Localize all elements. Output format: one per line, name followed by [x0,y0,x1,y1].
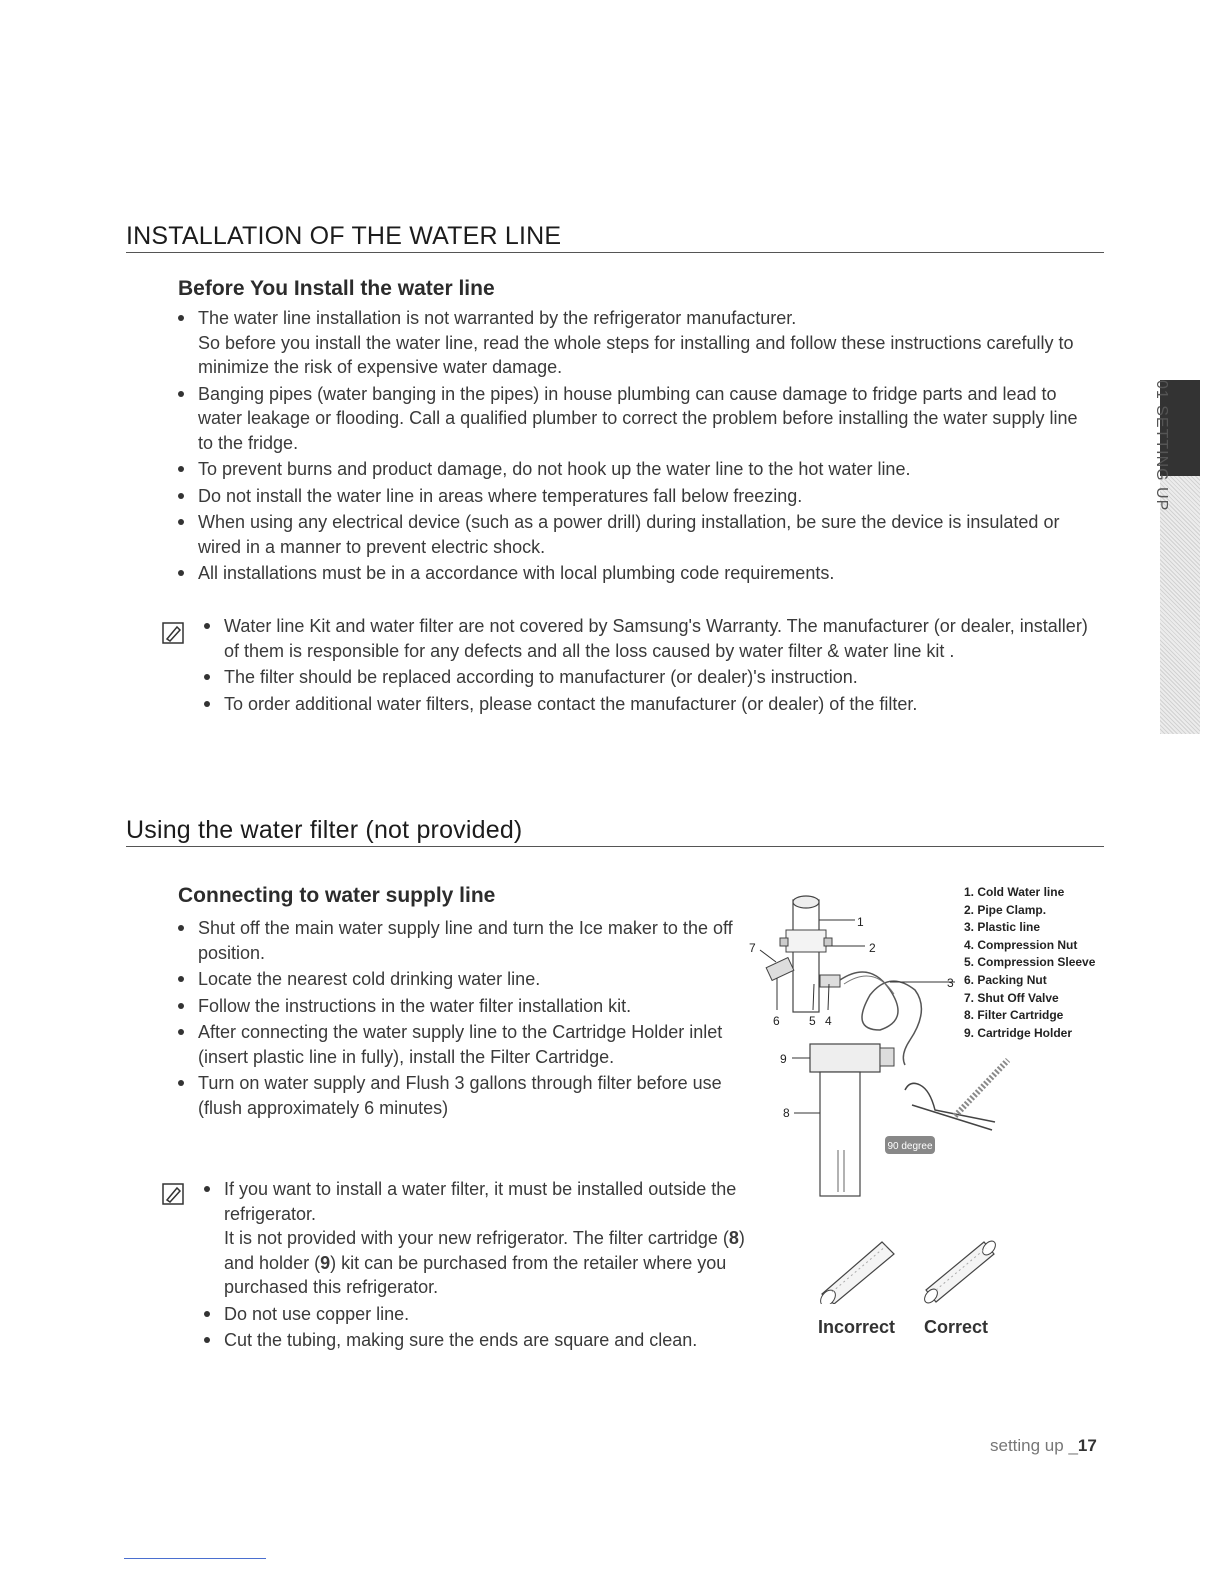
note-text: To order additional water filters, please contact the manufacturer (or dealer) of the filter. [224,693,918,714]
list-item [176,306,1086,380]
legend-item: 7. Shut Off Valve [964,990,1059,1005]
diagram-legend [964,884,1095,1042]
list-item [202,1177,774,1300]
list-item [176,967,742,992]
note-icon [162,1183,184,1205]
list-item [202,692,1102,717]
footer-line [124,1558,266,1559]
bullet-text-continued: So before you install the water line, read the whole steps for installing and follow these instructions carefully to minimize the risk of expensive water damage. [198,332,1074,377]
callout-1: 1 [857,915,864,929]
note-text-continued: It is not provided with your new refrigerator. The filter cartridge (8) and holder (9) kit can be purchased from the retailer where you purchased this refrigerator. [224,1228,745,1297]
caption-correct: Correct [924,1317,989,1337]
legend-item: 1. Cold Water line [964,885,1065,899]
callout-7: 7 [749,941,756,955]
bullet-text: Banging pipes (water banging in the pipes) in house plumbing can cause damage to fridge parts and lead to water leakage or flooding. Call a qualified plumber to correct the problem before installing the water supply line to the fridge. [198,383,1078,453]
bullet-text: Locate the nearest cold drinking water line. [198,969,541,989]
note-text: The filter should be replaced according to manufacturer (or dealer)'s instruction. [224,667,858,687]
page-footer [990,1436,1097,1456]
list-item [202,614,1102,663]
list-item [176,994,742,1019]
bullet-text: When using any electrical device (such as a power drill) during installation, be sure the device is insulated or wired in a manner to prevent electric shock. [198,512,1060,557]
footer-text: setting up _ [990,1436,1078,1455]
list-item [176,561,1086,586]
subtitle-before-install: Before You Install the water line [178,277,495,300]
note-list-warranty [202,614,1102,718]
list-item [176,382,1086,456]
tube-incorrect-illustration [812,1234,898,1304]
note-text: Do not use copper line. [224,1303,410,1324]
page-number: 17 [1077,1436,1097,1455]
list-item [176,457,1086,482]
bullet-text: After connecting the water supply line to the Cartridge Holder inlet (insert plastic line in fully), install the Filter Cartridge. [198,1022,723,1067]
bullet-text: Shut off the main water supply line and turn the Ice maker to the off position. [198,918,733,963]
list-item [202,665,1102,690]
legend-item: 8. Filter Cartridge [964,1008,1064,1023]
list-item [176,1071,742,1120]
bullet-text: Do not install the water line in areas where temperatures fall below freezing. [198,485,803,506]
bullet-text: Follow the instructions in the water filter installation kit. [198,995,632,1016]
callout-9: 9 [780,1052,787,1066]
bullet-text: The water line installation is not warranted by the refrigerator manufacturer. [198,308,797,328]
list-item [176,484,1086,509]
section-title-installation: INSTALLATION OF THE WATER LINE [126,222,1104,253]
note-text: Water line Kit and water filter are not covered by Samsung's Warranty. The manufacturer (or dealer, installer) of them is responsible for any defects and all the loss caused by water filter & water line kit . [224,616,1088,661]
callout-4: 4 [825,1014,832,1028]
callout-2: 2 [869,941,876,955]
list-item [202,1302,774,1327]
note-list-filter [202,1177,774,1355]
note-text: If you want to install a water filter, it must be installed outside the refrigerator. [224,1179,737,1224]
legend-item: 4. Compression Nut [964,937,1078,952]
angle-label: 90 degree [887,1141,933,1152]
before-install-list [176,306,1086,588]
legend-item: 6. Packing Nut [964,972,1047,987]
caption-incorrect: Incorrect [818,1317,896,1337]
list-item [176,916,742,965]
legend-item: 2. Pipe Clamp. [964,902,1047,917]
connecting-list [176,916,742,1122]
bullet-text: To prevent burns and product damage, do not hook up the water line to the hot water line. [198,459,911,479]
legend-item: 3. Plastic line [964,920,1041,935]
callout-5: 5 [809,1014,816,1028]
bullet-text: Turn on water supply and Flush 3 gallons through filter before use (flush approximately 6 minutes) [198,1073,722,1118]
legend-item: 9. Cartridge Holder [964,1025,1073,1040]
subtitle-connecting: Connecting to water supply line [178,884,496,907]
note-text: Cut the tubing, making sure the ends are square and clean. [224,1330,698,1350]
legend-item: 5. Compression Sleeve [964,955,1096,970]
callout-6: 6 [773,1014,780,1028]
section-title-water-filter: Using the water filter (not provided) [126,816,1104,847]
callout-8: 8 [783,1106,790,1120]
side-tab-label: 01 SETTING UP [1153,380,1170,512]
callout-3: 3 [947,976,954,990]
tube-correct-illustration [916,1234,1002,1304]
note-icon [162,622,184,644]
list-item [176,510,1086,559]
bullet-text: All installations must be in a accordance with local plumbing code requirements. [198,563,835,583]
list-item [176,1020,742,1069]
list-item [202,1328,774,1353]
